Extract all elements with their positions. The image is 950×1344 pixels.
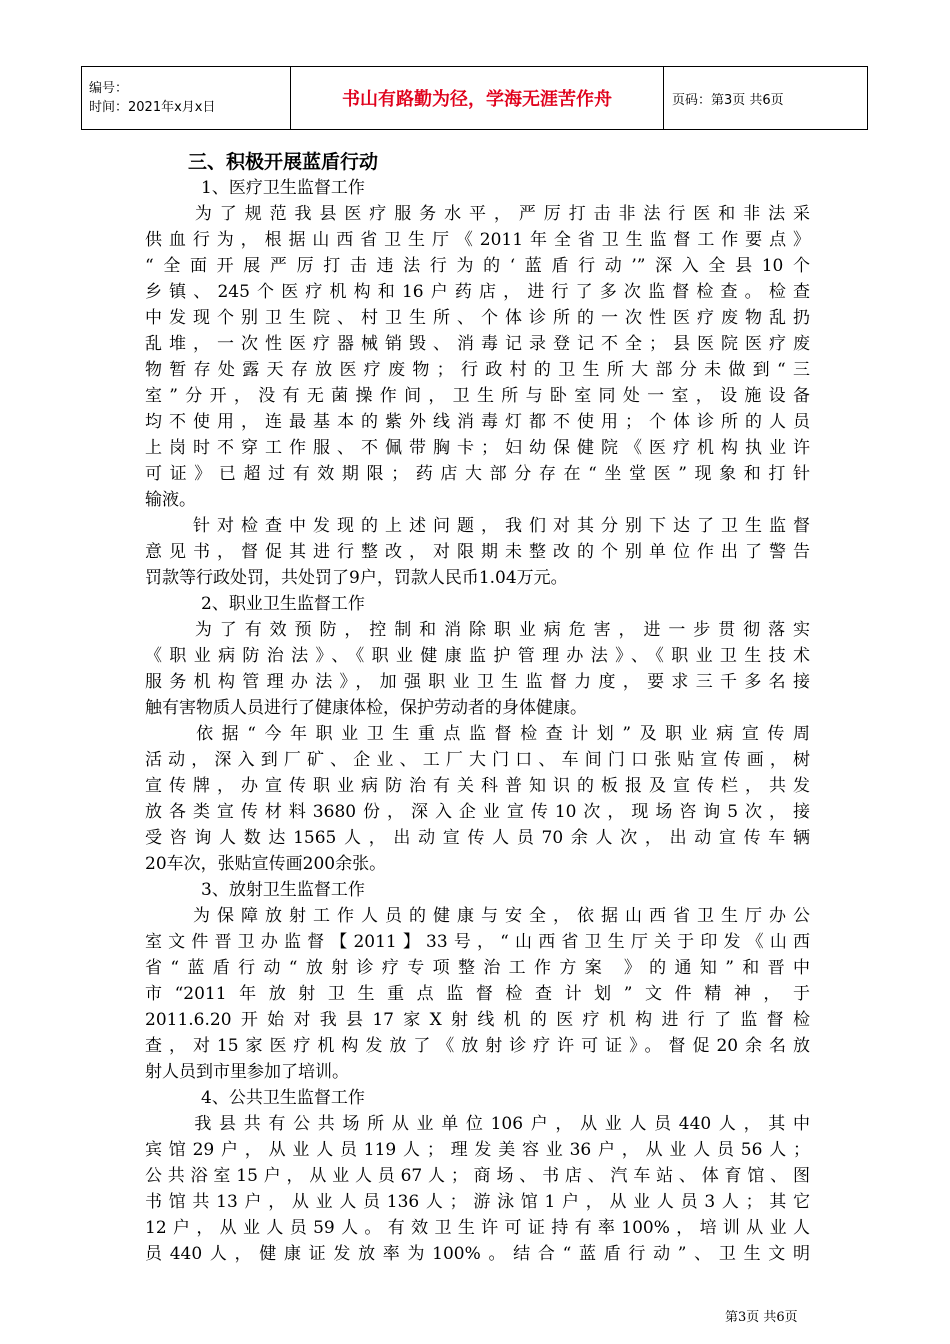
text-line: 我县共有公共场所从业单位106户，从业人员440人，其中 [145, 1114, 810, 1134]
text-line: 放各类宣传材料3680份，深入企业宣传10次，现场咨询5次，接 [145, 802, 810, 822]
subsection-heading-public-health: 4、公共卫生监督工作 [201, 1088, 365, 1108]
header-meta [82, 67, 291, 130]
text-line: 12户，从业人员59人。有效卫生许可证持有率100%，培训从业人 [145, 1218, 810, 1238]
text-line: 依据“今年职业卫生重点监督检查计划”及职业病宣传周 [145, 724, 810, 744]
text-line: 中发现个别卫生院、村卫生所、个体诊所的一次性医疗废物乱扔 [145, 308, 810, 328]
subsection-heading-medical: 1、医疗卫生监督工作 [201, 178, 365, 198]
header-page-info: 页码：第3页 共6页 [664, 67, 868, 130]
text-line: 受咨询人数达1565人，出动宣传人员70余人次，出动宣传车辆 [145, 828, 810, 848]
text-line: 宣传牌，办宣传职业病防治有关科普知识的板报及宣传栏，共发 [145, 776, 810, 796]
paragraph-public-health [145, 1111, 810, 1267]
text-line: 为保障放射工作人员的健康与安全，依据山西省卫生厅办公 [145, 906, 810, 926]
page-header [81, 66, 868, 130]
text-line: “全面开展严厉打击违法行为的‘蓝盾行动’”深入全县10个 [145, 256, 810, 276]
text-line: 书馆共13户，从业人员136人；游泳馆1户，从业人员3人；其它 [145, 1192, 810, 1212]
text-line: 罚款等行政处罚，共处罚了9户，罚款人民币1.04万元。 [145, 568, 568, 588]
text-line: 省“蓝盾行动“放射诊疗专项整治工作方案 》的通知”和晋中 [145, 958, 810, 978]
document-number-label: 编号： [89, 81, 129, 96]
header-motto: 书山有路勤为径，学海无涯苦作舟 [291, 67, 664, 130]
text-line: 公共浴室15户，从业人员67人；商场、书店、汽车站、体育馆、图 [145, 1166, 810, 1186]
text-line: 上岗时不穿工作服、不佩带胸卡；妇幼保健院《医疗机构执业许 [145, 438, 810, 458]
text-line: 输液。 [145, 490, 196, 510]
text-line: 意见书，督促其进行整改，对限期未整改的个别单位作出了警告 [145, 542, 810, 562]
text-line: 2011.6.20开始对我县17家X射线机的医疗机构进行了监督检 [145, 1010, 810, 1030]
paragraph-occupational-publicity [145, 721, 810, 877]
subsection-heading-occupational: 2、职业卫生监督工作 [201, 594, 365, 614]
text-line: 市“2011年放射卫生重点监督检查计划”文件精神，于 [145, 984, 810, 1004]
text-line: 室文件晋卫办监督【2011】33号，“山西省卫生厅关于印发《山西 [145, 932, 810, 952]
page-footer: 第3页 共6页 [725, 1310, 798, 1325]
text-line: 活动，深入到厂矿、企业、工厂大门口、车间门口张贴宣传画，树 [145, 750, 810, 770]
text-line: 乱堆，一次性医疗器械销毁、消毒记录登记不全；县医院医疗废 [145, 334, 810, 354]
text-line: 宾馆29户，从业人员119人；理发美容业36户，从业人员56人； [145, 1140, 810, 1160]
document-body [145, 149, 810, 1267]
document-date: 时间：2021年x月x日 [89, 100, 216, 115]
paragraph-occupational-health [145, 617, 810, 721]
section-title: 三、积极开展蓝盾行动 [188, 151, 379, 173]
text-line: 为了有效预防，控制和消除职业病危害，进一步贯彻落实 [145, 620, 810, 640]
text-line: 20车次，张贴宣传画200余张。 [145, 854, 387, 874]
text-line: 物暂存处露天存放医疗废物；行政村的卫生所大部分未做到“三 [145, 360, 810, 380]
text-line: 室”分开，没有无菌操作间，卫生所与卧室同处一室，设施设备 [145, 386, 810, 406]
text-line: 为了规范我县医疗服务水平，严厉打击非法行医和非法采 [145, 204, 810, 224]
text-line: 射人员到市里参加了培训。 [145, 1062, 349, 1082]
text-line: 查，对15家医疗机构发放了《放射诊疗许可证》。督促20余名放 [145, 1036, 810, 1056]
text-line: 触有害物质人员进行了健康体检，保护劳动者的身体健康。 [145, 698, 587, 718]
text-line: 均不使用，连最基本的紫外线消毒灯都不使用；个体诊所的人员 [145, 412, 810, 432]
text-line: 可证》已超过有效期限；药店大部分存在“坐堂医”现象和打针 [145, 464, 810, 484]
paragraph-medical-inspection [145, 201, 810, 513]
text-line: 《职业病防治法》、《职业健康监护管理办法》、《职业卫生技术 [145, 646, 810, 666]
text-line: 供血行为，根据山西省卫生厅《2011年全省卫生监督工作要点》 [145, 230, 810, 250]
text-line: 针对检查中发现的上述问题，我们对其分别下达了卫生监督 [145, 516, 810, 536]
paragraph-radiation [145, 903, 810, 1085]
text-line: 乡镇、245个医疗机构和16户药店，进行了多次监督检查。检查 [145, 282, 810, 302]
paragraph-medical-penalties [145, 513, 810, 591]
text-line: 员440人，健康证发放率为100%。结合“蓝盾行动”、卫生文明 [145, 1244, 810, 1264]
text-line: 服务机构管理办法》，加强职业卫生监督力度，要求三千多名接 [145, 672, 810, 692]
subsection-heading-radiation: 3、放射卫生监督工作 [201, 880, 365, 900]
